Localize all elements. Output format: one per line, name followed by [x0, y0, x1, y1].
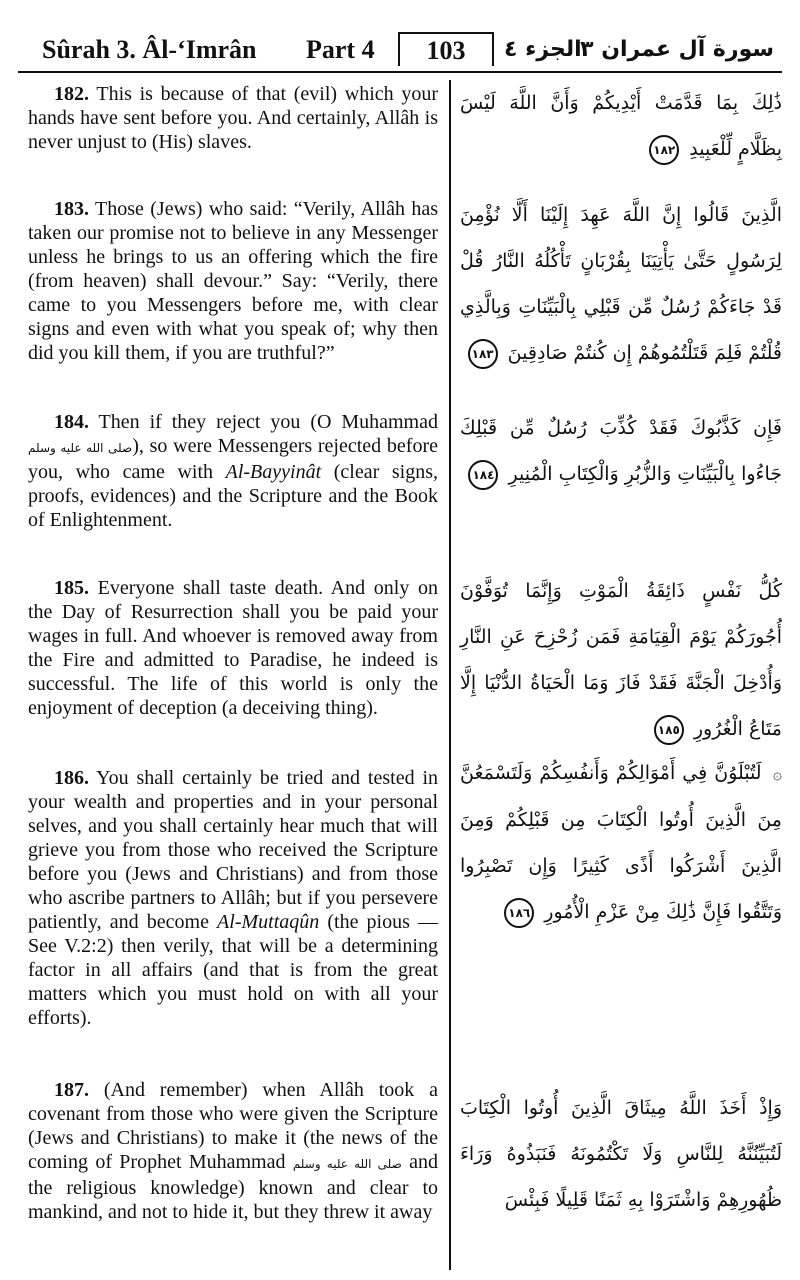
- verse-text: You shall certainly be tried and tested in your wealth and properties and in your personal selves, and you shall certainly hear much that will grieve you from those who received the Scripture before you (Jews and Christians) and from those who ascribe partners to Allâh; but if you persevere patiently, and become: [28, 767, 438, 933]
- verse-184-english: [28, 410, 438, 532]
- verse-text-arabic: لَتُبْلَوُنَّ فِي أَمْوَالِكُمْ وَأَنفُسِكُمْ وَلَتَسْمَعُنَّ مِنَ الَّذِينَ أُوتُوا الْكِتَابَ مِن قَبْلِكُمْ وَمِنَ الَّذِينَ أَشْرَكُوا أَذًى كَثِيرًا وَإِن تَصْبِرُوا وَتَتَّقُوا فَإِنَّ ذَٰلِكَ مِنْ عَزْمِ الْأُمُورِ: [460, 762, 782, 923]
- column-divider: [449, 80, 451, 1270]
- verse-number: 187.: [54, 1079, 89, 1101]
- part-label-arabic: الجزء ٤: [504, 37, 582, 62]
- surah-title-english: Sûrah 3. Âl-‘Imrân: [42, 35, 257, 64]
- verse-186-arabic: [460, 750, 782, 935]
- part-label-english: Part 4: [306, 35, 375, 64]
- verse-185-arabic: [460, 568, 782, 752]
- ayah-number-marker: ١٨٥: [654, 715, 684, 745]
- verse-text-arabic: الَّذِينَ قَالُوا إِنَّ اللَّهَ عَهِدَ إِلَيْنَا أَلَّا نُؤْمِنَ لِرَسُولٍ حَتَّىٰ يَأْتِيَنَا بِقُرْبَانٍ تَأْكُلُهُ النَّارُ قُلْ قَدْ جَاءَكُمْ رُسُلٌ مِّن قَبْلِي بِالْبَيِّنَاتِ وَبِالَّذِي قُلْتُمْ فَلِمَ قَتَلْتُمُوهُمْ إِن كُنتُمْ صَادِقِينَ: [460, 204, 782, 364]
- verse-text: This is because of that (evil) which your hands have sent before you. And certainly, Allâh is never unjust to (His) slaves.: [28, 83, 438, 153]
- verse-182-english: [28, 82, 438, 154]
- salawat-calligraphy: صلى الله عليه وسلم: [292, 1157, 402, 1171]
- english-translation-column: [28, 80, 438, 1270]
- salawat-calligraphy: صلى الله عليه وسلم: [28, 441, 133, 455]
- verse-187-arabic: [460, 1085, 782, 1223]
- verse-185-english: [28, 576, 438, 720]
- ayah-number-marker: ١٨٣: [468, 339, 498, 369]
- verse-text: Those (Jews) who said: “Verily, Allâh has taken our promise not to believe in any Messenger unless he brings to us an offering which the fire (from heaven) shall devour.” Say: “Verily, there came to you Messengers before me, with clear signs and even with what you speak of; why then did you kill them, if you are truthful?”: [28, 198, 438, 364]
- ayah-number-marker: ١٨٤: [468, 460, 498, 490]
- verse-number: 185.: [54, 577, 89, 599]
- ayah-number-marker: ١٨٦: [504, 898, 534, 928]
- ayah-number-marker: ١٨٢: [649, 135, 679, 165]
- verse-text: Then if they reject you (O Muhammad: [89, 411, 438, 433]
- rub-el-hizb-icon: ۞: [772, 764, 782, 783]
- verse-184-arabic: [460, 405, 782, 497]
- verse-text: (clear signs, proofs, evidences) and the Scripture and the Book of Enlightenment.: [28, 461, 439, 531]
- verse-183-english: [28, 197, 438, 365]
- verse-number: 184.: [54, 411, 89, 433]
- verse-number: 183.: [54, 198, 89, 220]
- arabic-text-column: [460, 80, 782, 1270]
- verse-183-arabic: [460, 192, 782, 376]
- verse-text: and the religious knowledge) known and clear to mankind, and not to hide it, but they threw it away: [28, 1151, 438, 1223]
- page-number: 103: [398, 32, 494, 66]
- verse-text-arabic: ذَٰلِكَ بِمَا قَدَّمَتْ أَيْدِيكُمْ وَأَنَّ اللَّهَ لَيْسَ بِظَلَّامٍ لِّلْعَبِيدِ: [460, 92, 782, 160]
- verse-186-english: [28, 766, 438, 1030]
- verse-text: ), so were Messengers rejected before you, who came with: [28, 435, 438, 483]
- verse-text-italic: Al-Bayyinât: [225, 461, 322, 483]
- verse-text: (And remember) when Allâh took a covenant from those who were given the Scripture (Jews and Christians) to make it (the news of the coming of Prophet Muhammad: [28, 1079, 438, 1173]
- verse-187-english: [28, 1078, 438, 1224]
- page-header: [18, 30, 782, 70]
- verse-182-arabic: [460, 80, 782, 172]
- verse-number: 182.: [54, 83, 89, 105]
- verse-text-italic: Al-Muttaqûn: [217, 911, 320, 933]
- verse-text-arabic: كُلُّ نَفْسٍ ذَائِقَةُ الْمَوْتِ وَإِنَّمَا تُوَفَّوْنَ أُجُورَكُمْ يَوْمَ الْقِيَامَةِ فَمَن زُحْزِحَ عَنِ النَّارِ وَأُدْخِلَ الْجَنَّةَ فَقَدْ فَازَ وَمَا الْحَيَاةُ الدُّنْيَا إِلَّا مَتَاعُ الْغُرُورِ: [460, 580, 782, 740]
- header-divider: [18, 71, 782, 73]
- verse-text-arabic: فَإِن كَذَّبُوكَ فَقَدْ كُذِّبَ رُسُلٌ مِّن قَبْلِكَ جَاءُوا بِالْبَيِّنَاتِ وَالزُّبُرِ وَالْكِتَابِ الْمُنِيرِ: [460, 417, 782, 485]
- verse-text-arabic: وَإِذْ أَخَذَ اللَّهُ مِيثَاقَ الَّذِينَ أُوتُوا الْكِتَابَ لَتُبَيِّنُنَّهُ لِلنَّاسِ وَلَا تَكْتُمُونَهُ فَنَبَذُوهُ وَرَاءَ ظُهُورِهِمْ وَاشْتَرَوْا بِهِ ثَمَنًا قَلِيلًا فَبِئْسَ: [460, 1097, 782, 1211]
- verse-text: Everyone shall taste death. And only on the Day of Resurrection shall you be paid your wages in full. And whoever is removed away from the Fire and admitted to Paradise, he indeed is successful. The life of this world is only the enjoyment of deception (a deceiving thing).: [28, 577, 438, 719]
- verse-text: (the pious — See V.2:2) then verily, that will be a determining factor in all affairs (and that is from the great matters which you must hold on with all your efforts).: [28, 911, 438, 1029]
- surah-title-arabic: سورة آل عمران ٣: [580, 37, 774, 62]
- verse-number: 186.: [54, 767, 89, 789]
